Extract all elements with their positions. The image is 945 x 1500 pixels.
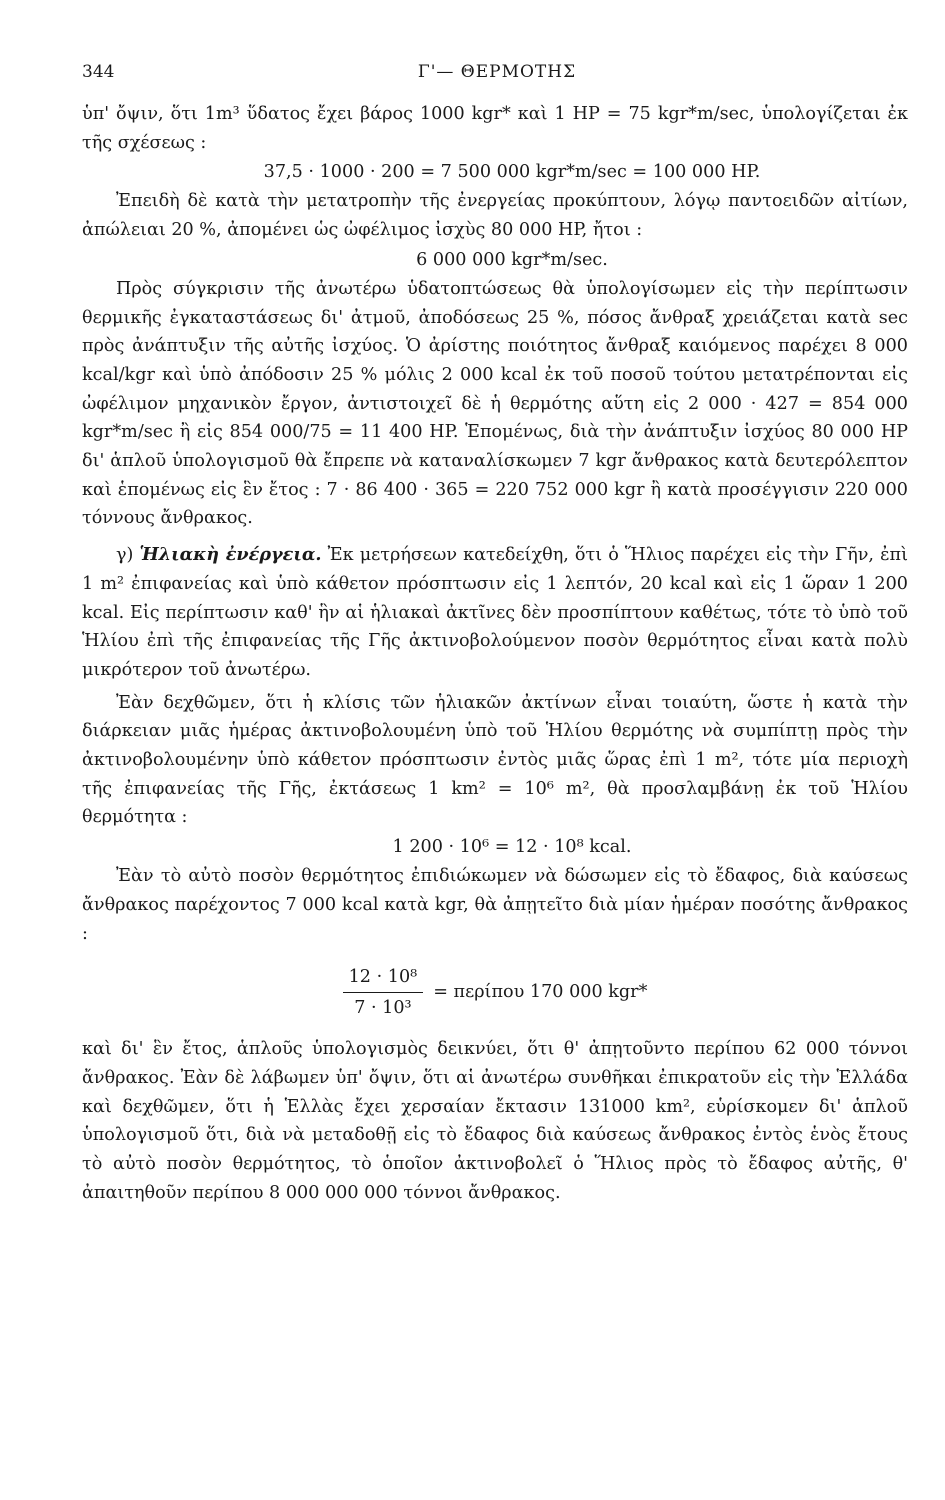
equation-3: 1 200 · 10⁶ = 12 · 10⁸ kcal.	[392, 837, 632, 858]
paragraph-5: Ἐὰν δεχθῶμεν, ὅτι ἡ κλίσις τῶν ἡλιακῶν ἀκτίνων εἶναι τοιαύτη, ὥστε ἡ κατὰ τὴν διάρκειαν μιᾶς ἡμέρας ἀκτινοβολουμένη ὑπὸ τοῦ Ἡλίου θερμότης νὰ συμπίπτῃ πρὸς τὴν ἀκτινοβολουμένην ὑπὸ κάθετον πρόσπτωσιν ἐντὸς μιᾶς ὥρας ἐπὶ 1 m², τότε μία περιοχὴ τῆς ἐπιφανείας τῆς Γῆς, ἐκτάσεως 1 km² = 10⁶ m², θὰ προσλαμβάνῃ ἐκ τοῦ Ἡλίου θερμότητα :	[82, 692, 908, 828]
paragraph-4-text: Ἐκ μετρήσεων κατεδείχθη, ὅτι ὁ Ἥλιος παρέχει εἰς τὴν Γῆν, ἐπὶ 1 m² ἐπιφανείας καὶ ὑπὸ κάθετον πρόσπτωσιν εἰς 1 λεπτόν, 20 kcal καὶ εἰς 1 ὥραν 1 200 kcal. Εἰς περίπτωσιν καθ' ἣν αἱ ἡλιακαὶ ἀκτῖνες δὲν προσπίπτουν καθέτως, τότε τὸ ὑπὸ τοῦ Ἡλίου ἐπὶ τῆς ἐπιφανείας τῆς Γῆς ἀκτινοβολούμενον ποσὸν θερμότητος εἶναι κατὰ πολὺ μικρότερον τοῦ ἀνωτέρω.	[82, 545, 909, 680]
paragraph-3: Πρὸς σύγκρισιν τῆς ἀνωτέρω ὑδατοπτώσεως θὰ ὑπολογίσωμεν εἰς τὴν περίπτωσιν θερμικῆς ἐγκαταστάσεως δι' ἀτμοῦ, ἀποδόσεως 25 %, πόσος ἄνθραξ χρειάζεται κατὰ sec πρὸς ἀνάπτυξιν τῆς αὐτῆς ἰσχύος. Ὁ ἀρίστης ποιότητος ἄνθραξ καιόμενος παρέχει 8 000 kcal/kgr καὶ ὑπὸ ἀπόδοσιν 25 % μόλις 2 000 kcal ἐκ τοῦ ποσοῦ τούτου μετατρέπονται εἰς ὠφέλιμον μηχανικὸν ἔργον, ἀντιστοιχεῖ δὲ ἡ θερμότης αὕτη εἰς 2 000 · 427 = 854 000 kgr*m/sec ἢ εἰς 854 000/75 = 11 400 HP. Ἑπομένως, διὰ τὴν ἀνάπτυξιν ἰσχύος 80 000 HP δι' ἁπλοῦ ὑπολογισμοῦ θὰ ἔπρεπε νὰ καταναλίσκωμεν 7 kgr ἄνθρακος κατὰ δευτερόλεπτον καὶ ἑπομένως εἰς ἓν ἔτος : 7 · 86 400 · 365 = 220 752 000 kgr ἢ κατὰ προσέγγισιν 220 000 τόννους ἄνθρακος.	[82, 278, 908, 529]
fraction-result: = περίπου 170 000 kgr*	[433, 982, 648, 1003]
fraction	[343, 964, 424, 1021]
paragraph-1: ὑπ' ὄψιν, ὅτι 1m³ ὕδατος ἔχει βάρος 1000 kgr* καὶ 1 HP = 75 kgr*m/sec, ὑπολογίζεται ἐκ τῆς σχέσεως :	[82, 104, 908, 153]
section-heading: Ἡλιακὴ ἐνέργεια.	[139, 544, 322, 566]
fraction-denominator: 7 · 10³	[354, 998, 412, 1019]
running-title: Γ'— ΘΕΡΜΟΤΗΣ	[417, 62, 577, 82]
paragraph-2: Ἐπειδὴ δὲ κατὰ τὴν μετατροπὴν τῆς ἐνεργείας προκύπτουν, λόγῳ παντοειδῶν αἰτίων, ἀπώλειαι 20 %, ἀπομένει ὡς ὠφέλιμος ἰσχὺς 80 000 HP, ἤτοι :	[82, 191, 908, 241]
paragraph-6: Ἐὰν τὸ αὐτὸ ποσὸν θερμότητος ἐπιδιώκωμεν νὰ δώσωμεν εἰς τὸ ἔδαφος, διὰ καύσεως ἄνθρακος παρέχοντος 7 000 kcal κατὰ kgr, θὰ ἀπῃτεῖτο διὰ μίαν ἡμέραν ποσότης ἄνθρακος :	[82, 866, 908, 944]
fraction-numerator: 12 · 10⁸	[343, 964, 424, 993]
paragraph-4	[82, 541, 908, 685]
paragraph-7: καὶ δι' ἓν ἔτος, ἁπλοῦς ὑπολογισμὸς δεικνύει, ὅτι θ' ἀπῃτοῦντο περίπου 62 000 τόννοι ἄνθρακος. Ἐὰν δὲ λάβωμεν ὑπ' ὄψιν, ὅτι αἱ ἀνωτέρω συνθῆκαι ἐπικρατοῦν εἰς τὴν Ἑλλάδα καὶ δεχθῶμεν, ὅτι ἡ Ἑλλὰς ἔχει χερσαίαν ἔκτασιν 131000 km², εὑρίσκομεν δι' ἁπλοῦ ὑπολογισμοῦ ὅτι, διὰ νὰ μεταδοθῇ εἰς τὸ ἔδαφος διὰ καύσεως ἄνθρακος ἐντὸς ἑνὸς ἔτους τὸ αὐτὸ ποσὸν θερμότητος, τὸ ὁποῖον ἀκτινοβολεῖ ὁ Ἥλιος πρὸς τὸ ἔδαφος αὐτῆς, θ' ἀπαιτηθοῦν περίπου 8 000 000 000 τόννοι ἄνθρακος.	[82, 1039, 908, 1203]
page-header	[82, 58, 912, 90]
page-number: 344	[82, 62, 115, 82]
equation-2: 6 000 000 kgr*m/sec.	[416, 249, 608, 270]
section-label: γ)	[116, 545, 134, 566]
page-body	[82, 100, 908, 1208]
fraction-equation	[82, 964, 908, 1021]
equation-1: 37,5 · 1000 · 200 = 7 500 000 kgr*m/sec = 100 000 HP.	[263, 162, 761, 183]
